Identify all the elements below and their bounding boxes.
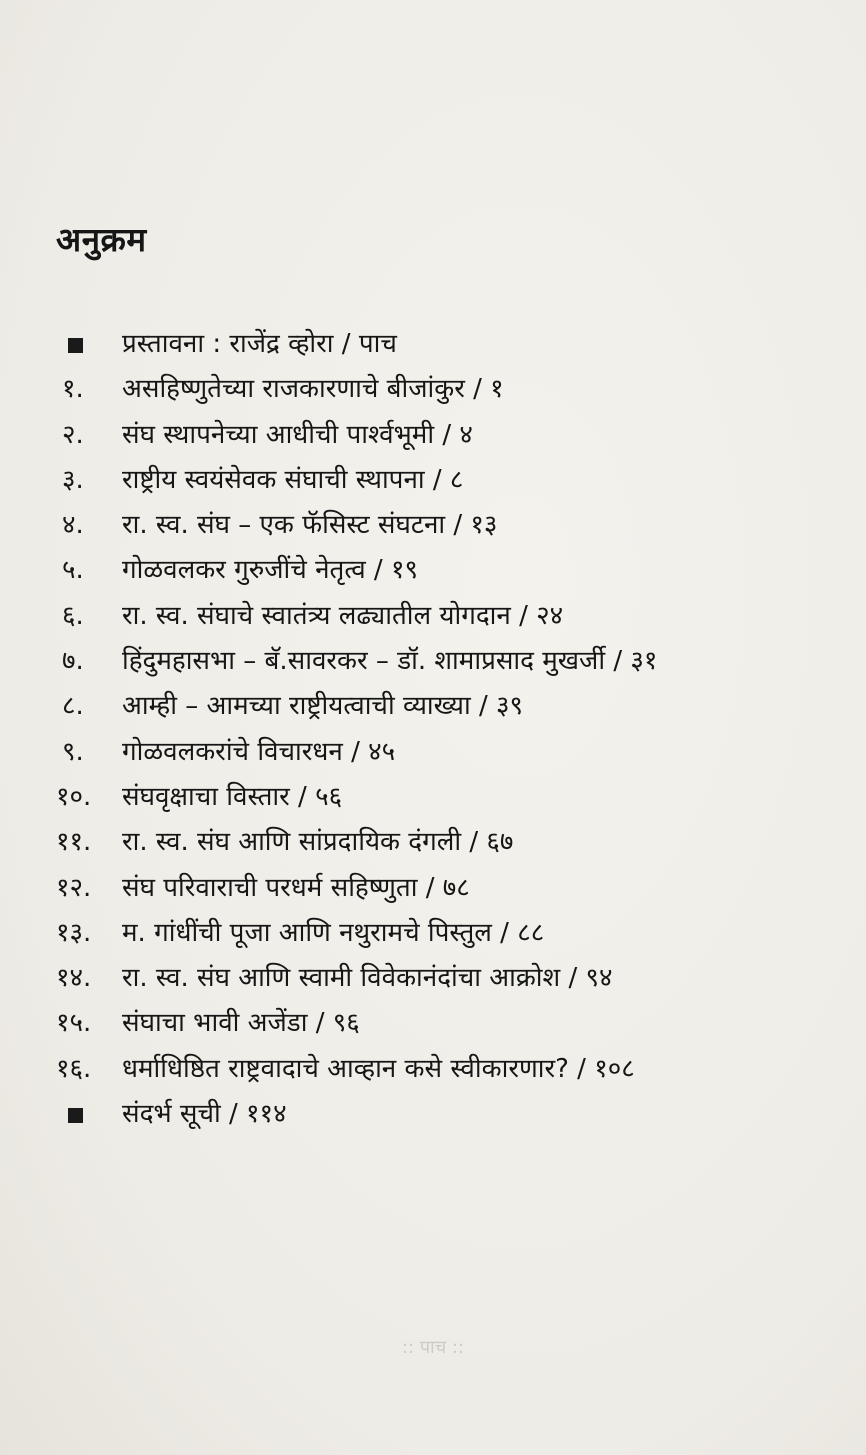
toc-text: प्रस्तावना : राजेंद्र व्होरा / पाच bbox=[122, 329, 397, 359]
toc-number: ९. bbox=[62, 736, 84, 767]
toc-number: ३. bbox=[62, 464, 84, 495]
toc-number: १३. bbox=[56, 917, 92, 948]
toc-number: ७. bbox=[62, 646, 84, 677]
toc-number: १५. bbox=[56, 1008, 92, 1039]
toc-text: संघ परिवाराची परधर्म सहिष्णुता / ७८ bbox=[122, 872, 470, 903]
toc-number: ११. bbox=[56, 827, 92, 858]
toc-text: गोळवलकर गुरुजींचे नेतृत्व / १९ bbox=[122, 555, 418, 586]
table-of-contents bbox=[0, 322, 866, 1137]
page-title: अनुक्रम bbox=[56, 220, 147, 259]
toc-entry bbox=[0, 322, 866, 367]
toc-text: असहिष्णुतेच्या राजकारणाचे बीजांकुर / १ bbox=[122, 374, 504, 405]
toc-text: रा. स्व. संघ – एक फॅसिस्ट संघटना / १३ bbox=[122, 510, 498, 541]
toc-number: १२. bbox=[56, 872, 92, 903]
toc-text: म. गांधींची पूजा आणि नथुरामचे पिस्तुल / ८८ bbox=[122, 917, 545, 948]
toc-entry bbox=[0, 1092, 866, 1137]
toc-number: १६. bbox=[56, 1053, 92, 1084]
square-bullet-icon bbox=[68, 338, 83, 353]
toc-text: संघवृक्षाचा विस्तार / ५६ bbox=[122, 781, 343, 812]
toc-number: ६. bbox=[62, 600, 84, 631]
toc-number: १४. bbox=[56, 963, 92, 994]
toc-text: गोळवलकरांचे विचारधन / ४५ bbox=[122, 736, 396, 767]
toc-entry bbox=[0, 548, 866, 593]
toc-text: संदर्भ सूची / ११४ bbox=[122, 1099, 287, 1130]
toc-entry bbox=[0, 413, 866, 458]
toc-entry bbox=[0, 639, 866, 684]
page-footer: :: पाच :: bbox=[401, 1337, 465, 1358]
toc-number: २. bbox=[62, 419, 84, 450]
toc-number: ५. bbox=[62, 555, 84, 586]
toc-text: धर्माधिष्ठित राष्ट्रवादाचे आव्हान कसे स्वीकारणार? / १०८ bbox=[122, 1053, 635, 1084]
toc-entry bbox=[0, 911, 866, 956]
toc-text: रा. स्व. संघ आणि सांप्रदायिक दंगली / ६७ bbox=[122, 827, 514, 858]
toc-number: ८. bbox=[62, 691, 84, 722]
toc-entry bbox=[0, 367, 866, 412]
toc-entry bbox=[0, 820, 866, 865]
toc-entry bbox=[0, 956, 866, 1001]
toc-entry bbox=[0, 594, 866, 639]
toc-text: रा. स्व. संघ आणि स्वामी विवेकानंदांचा आक्रोश / ९४ bbox=[122, 963, 613, 994]
toc-entry bbox=[0, 684, 866, 729]
toc-text: संघ स्थापनेच्या आधीची पार्श्वभूमी / ४ bbox=[122, 419, 473, 450]
toc-text: आम्ही – आमच्या राष्ट्रीयत्वाची व्याख्या / ३९ bbox=[122, 691, 524, 722]
square-bullet-icon bbox=[68, 1108, 83, 1123]
toc-text: रा. स्व. संघाचे स्वातंत्र्य लढ्यातील योगदान / २४ bbox=[122, 600, 564, 631]
toc-entry bbox=[0, 730, 866, 775]
toc-entry bbox=[0, 866, 866, 911]
toc-number: १. bbox=[62, 374, 84, 405]
toc-number: ४. bbox=[62, 510, 84, 541]
toc-text: राष्ट्रीय स्वयंसेवक संघाची स्थापना / ८ bbox=[122, 464, 464, 495]
toc-entry bbox=[0, 503, 866, 548]
toc-number: १०. bbox=[56, 781, 92, 812]
toc-text: हिंदुमहासभा – बॅ.सावरकर – डॉ. शामाप्रसाद मुखर्जी / ३१ bbox=[122, 646, 658, 677]
toc-text: संघाचा भावी अजेंडा / ९६ bbox=[122, 1008, 360, 1039]
toc-entry bbox=[0, 775, 866, 820]
toc-entry bbox=[0, 458, 866, 503]
toc-entry bbox=[0, 1001, 866, 1046]
toc-entry bbox=[0, 1047, 866, 1092]
